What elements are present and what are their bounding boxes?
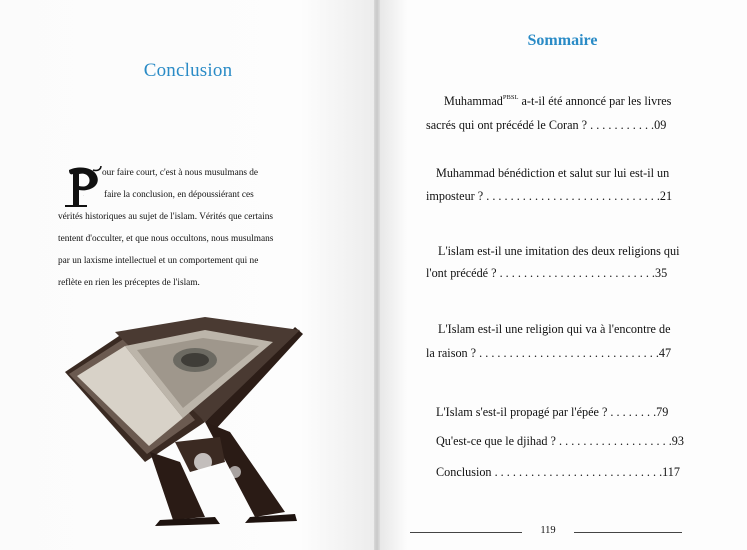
table-of-contents	[378, 0, 747, 550]
toc-entry-line: la raison ? . . . . . . . . . . . . . . . . . . . . . . . . . . . . . .47	[426, 346, 672, 360]
toc-entry-line: L'Islam est-il une religion qui va à l'encontre de	[438, 322, 671, 336]
intro-line: tentent d'occulter, et que nous occultons, nous musulmans	[58, 234, 274, 244]
page-number: 119	[540, 525, 556, 536]
toc-entry-line: sacrés qui ont précédé le Coran ? . . . . . . . . . . .09	[426, 118, 667, 132]
right-page-title: Sommaire	[527, 32, 598, 49]
toc-entry-line: l'ont précédé ? . . . . . . . . . . . . . . . . . . . . . . . . . .35	[426, 266, 668, 280]
toc-entry-line: Conclusion . . . . . . . . . . . . . . . . . . . . . . . . . . . .117	[436, 465, 680, 479]
left-page-title: Conclusion	[143, 60, 233, 81]
toc-text: Muhammad	[444, 94, 503, 108]
intro-line: our faire court, c'est à nous musulmans de	[102, 168, 259, 178]
intro-line: par un laxisme intellectuel et un comportement qui ne	[58, 256, 259, 266]
intro-line: reflète en rien les préceptes de l'islam.	[58, 278, 200, 288]
toc-entry-line: L'islam est-il une imitation des deux religions qui	[438, 244, 680, 258]
toc-entry-line: Qu'est-ce que le djihad ? . . . . . . . . . . . . . . . . . . .93	[436, 434, 684, 448]
ornate-dropcap	[63, 166, 103, 208]
footer-rule-left	[410, 532, 522, 533]
intro-line: vérités historiques au sujet de l'islam. Vérités que certains	[58, 212, 274, 222]
toc-entry-line: imposteur ? . . . . . . . . . . . . . . . . . . . . . . . . . . . . .21	[426, 189, 673, 203]
footer-rule-right	[574, 532, 682, 533]
toc-entry-line: Muhammad bénédiction et salut sur lui est-il un	[436, 166, 670, 180]
dropcap-letter: P	[83, 196, 84, 197]
intro-line: faire la conclusion, en dépoussiérant ces	[104, 190, 254, 200]
toc-entry-line	[444, 94, 671, 109]
toc-superscript: PBSL	[502, 94, 519, 101]
toc-entry-line: L'Islam s'est-il propagé par l'épée ? . . . . . . . .79	[436, 405, 669, 419]
quran-stand-illustration	[55, 312, 305, 527]
toc-text: a-t-il été annoncé par les livres	[518, 94, 672, 108]
